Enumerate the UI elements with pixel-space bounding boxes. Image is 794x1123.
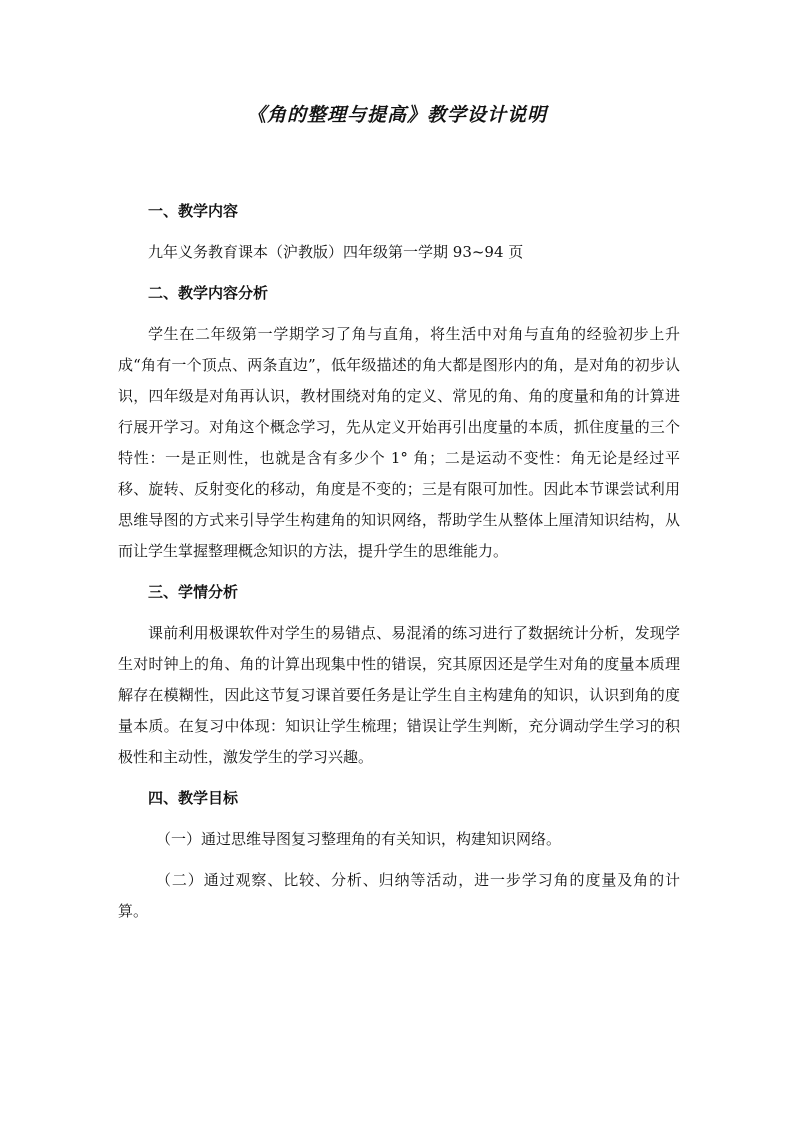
content-analysis-text: 学生在二年级第一学期学习了角与直角，将生活中对角与直角的经验初步上升成“角有一个顶点、两条直边”，低年级描述的角大都是图形内的角，是对角的初步认识，四年级是对角再认识，教材围绕对角的定义、常见的角、角的度量和角的计算进行展开学习。对角这个概念学习，先从定义开始再引出度量的本质，抓住度量的三个特性：一是正则性，也就是含有多少个 1° 角；二是运动不变性：角无论是经过平移、旋转、反射变化的移动，角度是不变的；三是有限可加性。因此本节课尝试利用思维导图的方式来引导学生构建角的知识网络，帮助学生从整体上厘清知识结构，从而让学生掌握整理概念知识的方法，提升学生的思维能力。 xyxy=(118,325,680,560)
section-heading-learner-analysis: 三、学情分析 xyxy=(148,583,239,601)
section-heading-teaching-content: 一、教学内容 xyxy=(148,202,239,220)
teaching-goal-1: （一）通过思维导图复习整理角的有关知识，构建知识网络。 xyxy=(156,830,562,848)
section-heading-teaching-goals: 四、教学目标 xyxy=(148,789,239,807)
document-body xyxy=(118,196,680,937)
teaching-goal-2: （二）通过观察、比较、分析、归纳等活动，进一步学习角的度量及角的计算。 xyxy=(118,871,680,920)
learner-analysis-text: 课前利用极课软件对学生的易错点、易混淆的练习进行了数据统计分析，发现学生对时钟上的角、角的计算出现集中性的错误，究其原因还是学生对角的度量本质理解存在模糊性，因此这节复习课首要任务是让学生自主构建角的知识，认识到角的度量本质。在复习中体现：知识让学生梳理；错误让学生判断，充分调动学生学习的积极性和主动性，激发学生的学习兴趣。 xyxy=(118,624,680,766)
section-heading-content-analysis: 二、教学内容分析 xyxy=(148,284,269,302)
teaching-content-text: 九年义务教育课本（沪教版）四年级第一学期 93~94 页 xyxy=(148,243,524,261)
document-title: 《角的整理与提高》教学设计说明 xyxy=(246,104,547,126)
